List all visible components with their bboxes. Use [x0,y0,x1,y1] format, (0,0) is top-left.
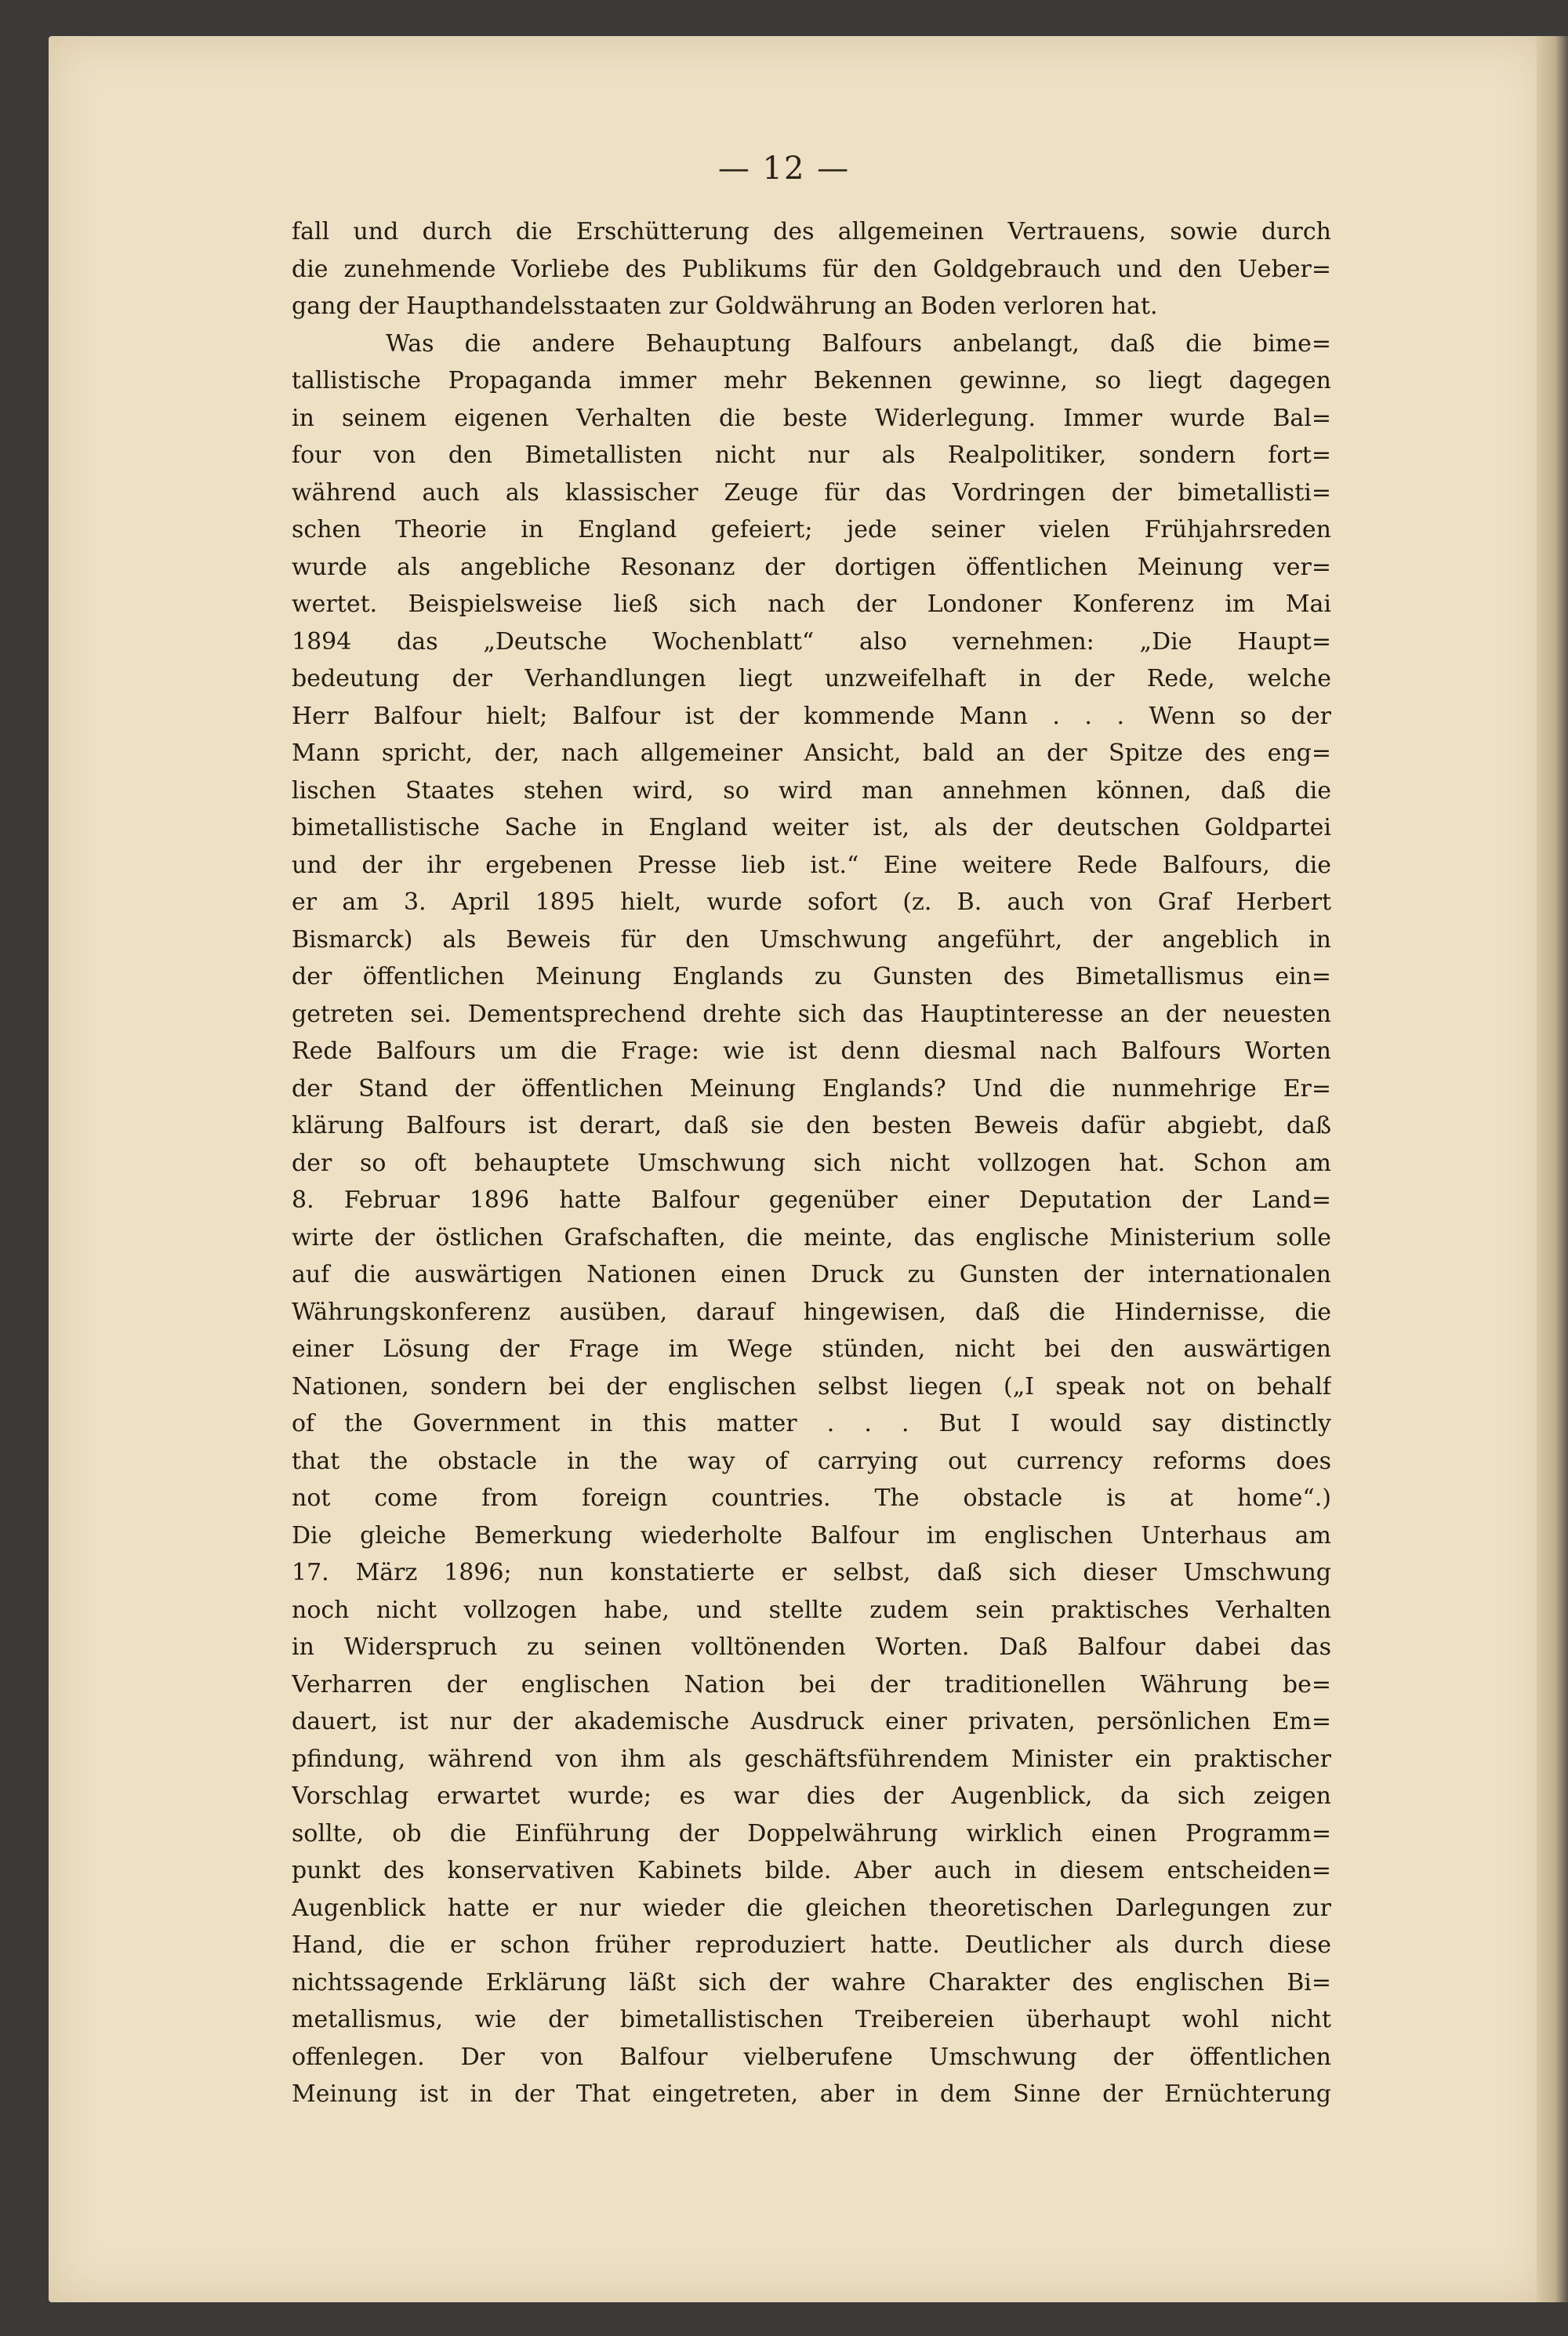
text-line: noch nicht vollzogen habe, und stellte zudem sein praktisches Verhalten [292,1596,1331,1624]
text-line: getreten sei. Dementsprechend drehte sich das Hauptinteresse an der neuesten [292,1000,1331,1028]
text-line: 17. März 1896; nun konstatierte er selbst, daß sich dieser Umschwung [292,1559,1331,1586]
text-line: und der ihr ergebenen Presse lieb ist.“ Eine weitere Rede Balfours, die [292,851,1331,879]
text-line: bimetallistische Sache in England weiter ist, als der deutschen Goldpartei [292,814,1331,841]
text-line: Mann spricht, der, nach allgemeiner Ansicht, bald an der Spitze des eng= [292,739,1331,767]
text-line: wirte der östlichen Grafschaften, die meinte, das englische Ministerium solle [292,1223,1331,1252]
text-line: four von den Bimetallisten nicht nur als Realpolitiker, sondern fort= [292,441,1331,469]
text-line: der so oft behauptete Umschwung sich nicht vollzogen hat. Schon am [292,1149,1331,1177]
text-line: fall und durch die Erschütterung des allgemeinen Vertrauens, sowie durch [292,218,1331,245]
text-line: 8. Februar 1896 hatte Balfour gegenüber einer Deputation der Land= [292,1186,1331,1214]
text-line: Meinung ist in der That eingetreten, aber in dem Sinne der Ernüchterung [292,2080,1331,2108]
text-line: gang der Haupthandelsstaaten zur Goldwährung an Boden verloren hat. [292,292,1158,320]
text-line: of the Government in this matter . . . But I would say distinctly [292,1410,1331,1437]
text-line: Hand, die er schon früher reproduziert hatte. Deutlicher als durch diese [292,1931,1331,1959]
text-line: schen Theorie in England gefeiert; jede seiner vielen Frühjahrsreden [292,516,1331,543]
text-line: metallismus, wie der bimetallistischen Treibereien überhaupt wohl nicht [292,2006,1331,2033]
text-line: Die gleiche Bemerkung wiederholte Balfour im englischen Unterhaus am [292,1521,1331,1549]
text-line: punkt des konservativen Kabinets bilde. Aber auch in diesem entscheiden= [292,1857,1331,1884]
text-line: er am 3. April 1895 hielt, wurde sofort (z. B. auch von Graf Herbert [292,888,1331,916]
text-line: wurde als angebliche Resonanz der dortigen öffentlichen Meinung ver= [292,553,1331,581]
page-number: — 12 — [717,151,851,187]
page-edge [1537,36,1568,2302]
text-line: bedeutung der Verhandlungen liegt unzweifelhaft in der Rede, welche [292,665,1331,692]
text-line: Vorschlag erwartet wurde; es war dies der Augenblick, da sich zeigen [292,1782,1331,1810]
text-line: nichtssagende Erklärung läßt sich der wahre Charakter des englischen Bi= [292,1968,1331,1996]
text-line: lischen Staates stehen wird, so wird man annehmen können, daß die [292,776,1331,805]
text-line: wertet. Beispielsweise ließ sich nach der Londoner Konferenz im Mai [292,590,1331,618]
text-line: tallistische Propaganda immer mehr Bekennen gewinne, so liegt dagegen [292,367,1331,394]
text-line: der Stand der öffentlichen Meinung Englands? Und die nunmehrige Er= [292,1074,1331,1103]
text-line: Bismarck) als Beweis für den Umschwung angeführt, der angeblich in [292,925,1331,954]
text-line: 1894 das „Deutsche Wochenblatt“ also vernehmen: „Die Haupt= [292,627,1331,656]
text-line: auf die auswärtigen Nationen einen Druck zu Gunsten der internationalen [292,1261,1331,1288]
text-line: klärung Balfours ist derart, daß sie den besten Beweis dafür abgiebt, daß [292,1112,1331,1139]
text-line: not come from foreign countries. The obstacle is at home“.) [292,1484,1331,1512]
text-line: that the obstacle in the way of carrying out currency reforms does [292,1447,1331,1475]
text-line: in seinem eigenen Verhalten die beste Widerlegung. Immer wurde Bal= [292,404,1331,432]
text-line: die zunehmende Vorliebe des Publikums für den Goldgebrauch und den Ueber= [292,255,1331,283]
text-line: während auch als klassischer Zeuge für das Vordringen der bimetallisti= [292,478,1331,507]
text-line: Was die andere Behauptung Balfours anbelangt, daß die bime= [386,329,1331,358]
text-line: Nationen, sondern bei der englischen selbst liegen („I speak not on behalf [292,1372,1331,1401]
body-text [292,213,1331,2113]
text-line: einer Lösung der Frage im Wege stünden, nicht bei den auswärtigen [292,1335,1331,1363]
text-line: der öffentlichen Meinung Englands zu Gunsten des Bimetallismus ein= [292,963,1331,990]
text-line: pfindung, während von ihm als geschäftsführendem Minister ein praktischer [292,1745,1331,1773]
text-line: dauert, ist nur der akademische Ausdruck einer privaten, persönlichen Em= [292,1708,1331,1735]
text-line: offenlegen. Der von Balfour vielberufene Umschwung der öffentlichen [292,2043,1331,2071]
text-line: Rede Balfours um die Frage: wie ist denn diesmal nach Balfours Worten [292,1037,1331,1065]
text-line: Währungskonferenz ausüben, darauf hingewisen, daß die Hindernisse, die [292,1298,1331,1326]
text-line: Verharren der englischen Nation bei der traditionellen Währung be= [292,1670,1331,1698]
text-line: sollte, ob die Einführung der Doppelwährung wirklich einen Programm= [292,1819,1331,1847]
text-line: Herr Balfour hielt; Balfour ist der kommende Mann . . . Wenn so der [292,702,1331,730]
text-line: in Widerspruch zu seinen volltönenden Worten. Daß Balfour dabei das [292,1633,1331,1661]
text-line: Augenblick hatte er nur wieder die gleichen theoretischen Darlegungen zur [292,1894,1331,1922]
